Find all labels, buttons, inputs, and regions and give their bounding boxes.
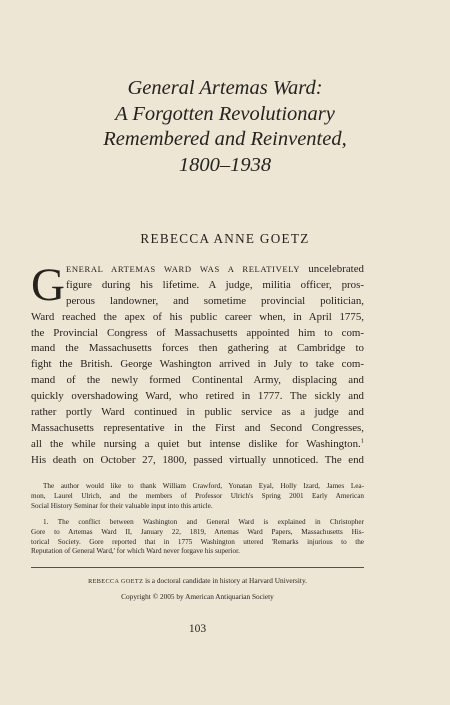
footnote-line-2: Gore to Artemas Ward II, January 22, 1819, Artemas Ward Papers, Massachusetts His- bbox=[31, 527, 364, 536]
body-line-4: Ward reached the apex of his public career when, in April 1775, bbox=[31, 310, 364, 323]
footnote-1 bbox=[31, 518, 364, 557]
opening-rest: uncelebrated bbox=[308, 263, 364, 275]
title-line-4: 1800–1938 bbox=[178, 153, 272, 176]
ack-line-3: Social History Seminar for their valuable input into this article. bbox=[31, 501, 213, 510]
article-author: REBECCA ANNE GOETZ bbox=[140, 231, 310, 246]
body-line-2: figure during his lifetime. A judge, militia officer, pros- bbox=[66, 278, 364, 291]
bio-text: is a doctoral candidate in history at Harvard University. bbox=[143, 576, 307, 585]
footer-rule bbox=[31, 567, 364, 568]
title-line-1: General Artemas Ward: bbox=[127, 77, 323, 99]
body-line-10: rather portly Ward continued in public service as a judge and bbox=[31, 406, 364, 419]
body-line-5: the Provincial Congress of Massachusetts appointed him to com- bbox=[31, 326, 364, 339]
body-line-3: perous landowner, and sometime provincial politician, bbox=[66, 294, 364, 307]
title-line-2: A Forgotten Revolutionary bbox=[115, 102, 335, 125]
body-line-13: His death on October 27, 1800, passed virtually unnoticed. The end bbox=[31, 453, 364, 466]
footnote-line-4: Reputation of General Ward,' for which Ward never forgave his superior. bbox=[31, 547, 240, 556]
ack-line-1: The author would like to thank William Crawford, Yonatan Eyal, Holly Izard, James Lea- bbox=[43, 482, 364, 490]
body-line-12-text: all the while nursing a quiet but intense dislike for Washington. bbox=[31, 437, 361, 450]
body-line-8: mand of the newly formed Continental Army, displacing and bbox=[31, 374, 364, 387]
ack-line-2: mon, Laurel Ulrich, and the members of Professor Ulrich's Spring 2001 Early American bbox=[31, 491, 364, 500]
body-line-12 bbox=[31, 437, 364, 453]
opening-smallcaps: ENERAL ARTEMAS WARD WAS A RELATIVELY bbox=[66, 264, 301, 274]
body-line-7: fight the British. George Washington arrived in July to take com- bbox=[31, 358, 364, 371]
body-line-1 bbox=[31, 262, 364, 278]
drop-cap: G bbox=[31, 259, 65, 311]
copyright-notice: Copyright © 2005 by American Antiquarian Society bbox=[121, 592, 274, 601]
footnote-line-1: 1. The conflict between Washington and General Ward is explained in Christopher bbox=[43, 518, 364, 526]
body-line-11: Massachusetts representative in the First and Second Congresses, bbox=[31, 421, 364, 434]
author-bio bbox=[31, 575, 364, 588]
acknowledgment-note bbox=[31, 482, 364, 511]
bio-name: REBECCA GOETZ bbox=[88, 578, 144, 585]
title-line-3: Remembered and Reinvented, bbox=[103, 128, 347, 150]
body-line-6: mand the Massachusetts forces then gathering at Cambridge to bbox=[31, 342, 364, 355]
body-text bbox=[31, 259, 364, 469]
footnote-marker[interactable]: 1 bbox=[360, 437, 364, 445]
footnote-line-3: torical Society. Gore reported that in 1775 Washington uttered 'Remarks injurious to the bbox=[31, 537, 364, 546]
article-title bbox=[40, 76, 410, 178]
body-line-9: quickly overshadowing Ward, who retired in 1777. The sickly and bbox=[31, 390, 364, 403]
page-number: 103 bbox=[188, 623, 207, 635]
